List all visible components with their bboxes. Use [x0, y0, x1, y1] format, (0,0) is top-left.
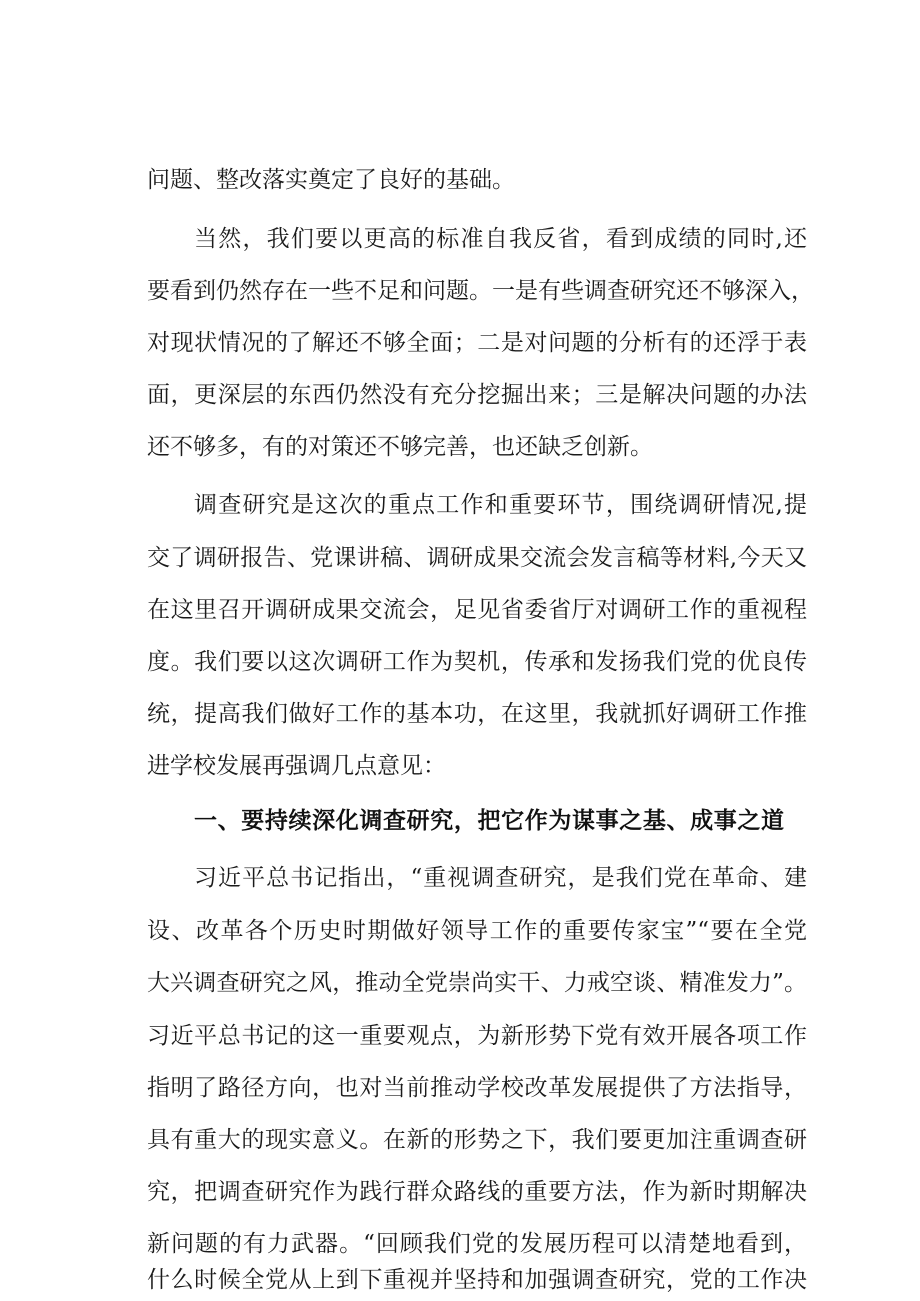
paragraph-4-line-8: 新问题的有力武器。“回顾我们党的发展历程可以清楚地看到， — [147, 1231, 807, 1257]
paragraph-4-line-9: 什么时候全党从上到下重视并坚持和加强调查研究，党的工作决 — [147, 1267, 807, 1293]
paragraph-2-line-4: 面，更深层的东西仍然没有充分挖掘出来；三是解决问题的办法 — [147, 382, 807, 408]
paragraph-4-line-4: 习近平总书记的这一重要观点，为新形势下党有效开展各项工作 — [147, 1023, 807, 1049]
paragraph-4-line-3: 大兴调查研究之风，推动全党崇尚实干、力戒空谈、精准发力”。 — [147, 970, 807, 996]
paragraph-3-line-6: 进学校发展再强调几点意见： — [147, 753, 446, 779]
paragraph-4-line-6: 具有重大的现实意义。在新的形势之下，我们要更加注重调查研 — [147, 1127, 807, 1153]
paragraph-4-line-1: 习近平总书记指出，“重视调查研究，是我们党在革命、建 — [194, 865, 807, 891]
paragraph-2-line-3: 对现状情况的了解还不够全面；二是对问题的分析有的还浮于表 — [147, 330, 807, 356]
paragraph-4-line-2: 设、改革各个历史时期做好领导工作的重要传家宝”“要在全党 — [147, 918, 807, 944]
paragraph-2-line-1: 当然，我们要以更高的标准自我反省，看到成绩的同时,还 — [194, 226, 807, 252]
section-heading-1: 一、要持续深化调查研究，把它作为谋事之基、成事之道 — [194, 808, 784, 834]
paragraph-1-line-1: 问题、整改落实奠定了良好的基础。 — [147, 167, 515, 193]
paragraph-2-line-2: 要看到仍然存在一些不足和问题。一是有些调查研究还不够深入， — [147, 278, 814, 304]
paragraph-3-line-3: 在这里召开调研成果交流会，足见省委省厅对调研工作的重视程 — [147, 597, 807, 623]
paragraph-3-line-4: 度。我们要以这次调研工作为契机，传承和发扬我们党的优良传 — [147, 649, 807, 675]
paragraph-4-line-7: 究，把调查研究作为践行群众路线的重要方法，作为新时期解决 — [147, 1179, 807, 1205]
paragraph-3-line-2: 交了调研报告、党课讲稿、调研成果交流会发言稿等材料,今天又 — [147, 545, 807, 571]
paragraph-3-line-1: 调查研究是这次的重点工作和重要环节，围绕调研情况,提 — [194, 492, 807, 518]
paragraph-2-line-5: 还不够多，有的对策还不够完善，也还缺乏创新。 — [147, 434, 653, 460]
paragraph-3-line-5: 统，提高我们做好工作的基本功，在这里，我就抓好调研工作推 — [147, 701, 807, 727]
paragraph-4-line-5: 指明了路径方向，也对当前推动学校改革发展提供了方法指导， — [147, 1075, 807, 1101]
